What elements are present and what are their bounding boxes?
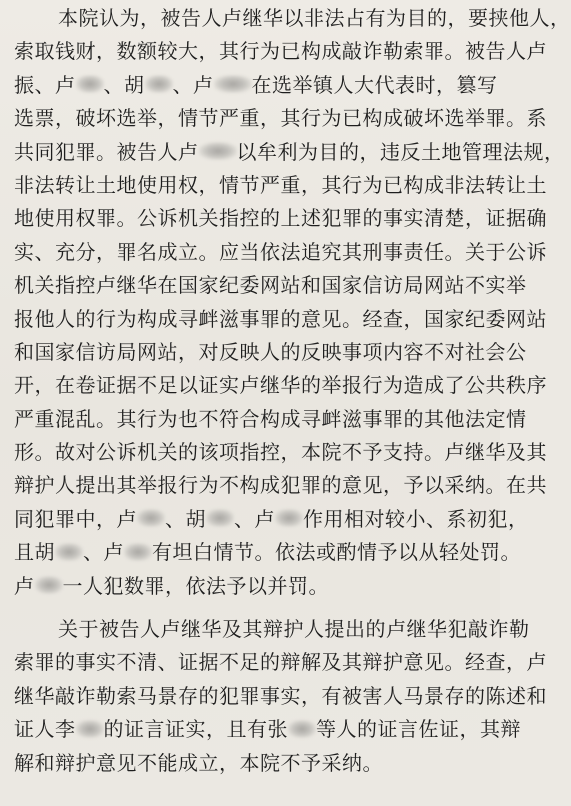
text-line: 地使用权罪。公诉机关指控的上述犯罪的事实清楚，证据确 [14, 206, 547, 231]
text-line: 索取钱财，数额较大，其行为已构成敲诈勒索罪。被告人卢 [14, 39, 547, 64]
text-line: 和国家信访局网站，对反映人的反映事项内容不对社会公 [14, 339, 527, 364]
redacted-name [35, 576, 63, 594]
paragraph-extortion-finding [14, 613, 547, 780]
text-line: 本院认为，被告人卢继华以非法占有为目的，要挟他人， [58, 6, 571, 30]
redacted-name [55, 543, 83, 561]
text-line: 开，在卷证据不足以证实卢继华的举报行为造成了公共秩序 [14, 373, 547, 398]
redacted-name [206, 509, 234, 527]
text-line: 解和辩护意见不能成立，本院不予采纳。 [14, 750, 383, 775]
text-line: 继华敲诈勒索马景存的犯罪事实，有被害人马景存的陈述和 [14, 683, 547, 708]
text-line: 证人李 的证言证实，且有张 等人的证言佐证，其辩 [14, 717, 521, 742]
redacted-name [124, 543, 152, 561]
text-line: 实、充分，罪名成立。应当依法追究其刑事责任。关于公诉 [14, 239, 547, 264]
redacted-name [145, 75, 173, 93]
text-line: 卢 一人犯数罪，依法予以并罚。 [14, 573, 329, 598]
redacted-name [76, 75, 104, 93]
text-line: 且胡 、卢 有坦白情节。依法或酌情予以从轻处罚。 [14, 540, 521, 565]
redacted-name [275, 509, 303, 527]
text-line: 非法转让土地使用权，情节严重，其行为已构成非法转让土 [14, 172, 547, 197]
text-line: 辩护人提出其举报行为不构成犯罪的意见，予以采纳。在共 [14, 473, 547, 498]
redacted-name [214, 75, 252, 93]
paragraph-court-opinion [14, 2, 571, 603]
redacted-name [76, 720, 104, 738]
text-line: 振、卢 、胡 、卢 在选举镇人大代表时，篡写 [14, 72, 498, 97]
text-line: 机关指控卢继华在国家纪委网站和国家信访局网站不实举 [14, 273, 527, 298]
redacted-name [137, 509, 165, 527]
redacted-name [199, 142, 237, 160]
text-line: 选票，破坏选举，情节严重，其行为已构成破坏选举罪。系 [14, 106, 547, 131]
text-line: 同犯罪中，卢 、胡 、卢 作用相对较小、系初犯， [14, 506, 529, 531]
text-line: 索罪的事实不清、证据不足的辩解及其辩护意见。经查，卢 [14, 650, 547, 675]
text-line: 形。故对公诉机关的该项指控，本院不予支持。卢继华及其 [14, 440, 547, 465]
text-line: 报他人的行为构成寻衅滋事罪的意见。经查，国家纪委网站 [14, 306, 547, 331]
text-line: 共同犯罪。被告人卢 以牟利为目的，违反土地管理法规， [14, 139, 565, 164]
redacted-name [288, 720, 316, 738]
text-line: 严重混乱。其行为也不符合构成寻衅滋事罪的其他法定情 [14, 406, 527, 431]
text-line: 关于被告人卢继华及其辩护人提出的卢继华犯敲诈勒 [58, 617, 530, 642]
